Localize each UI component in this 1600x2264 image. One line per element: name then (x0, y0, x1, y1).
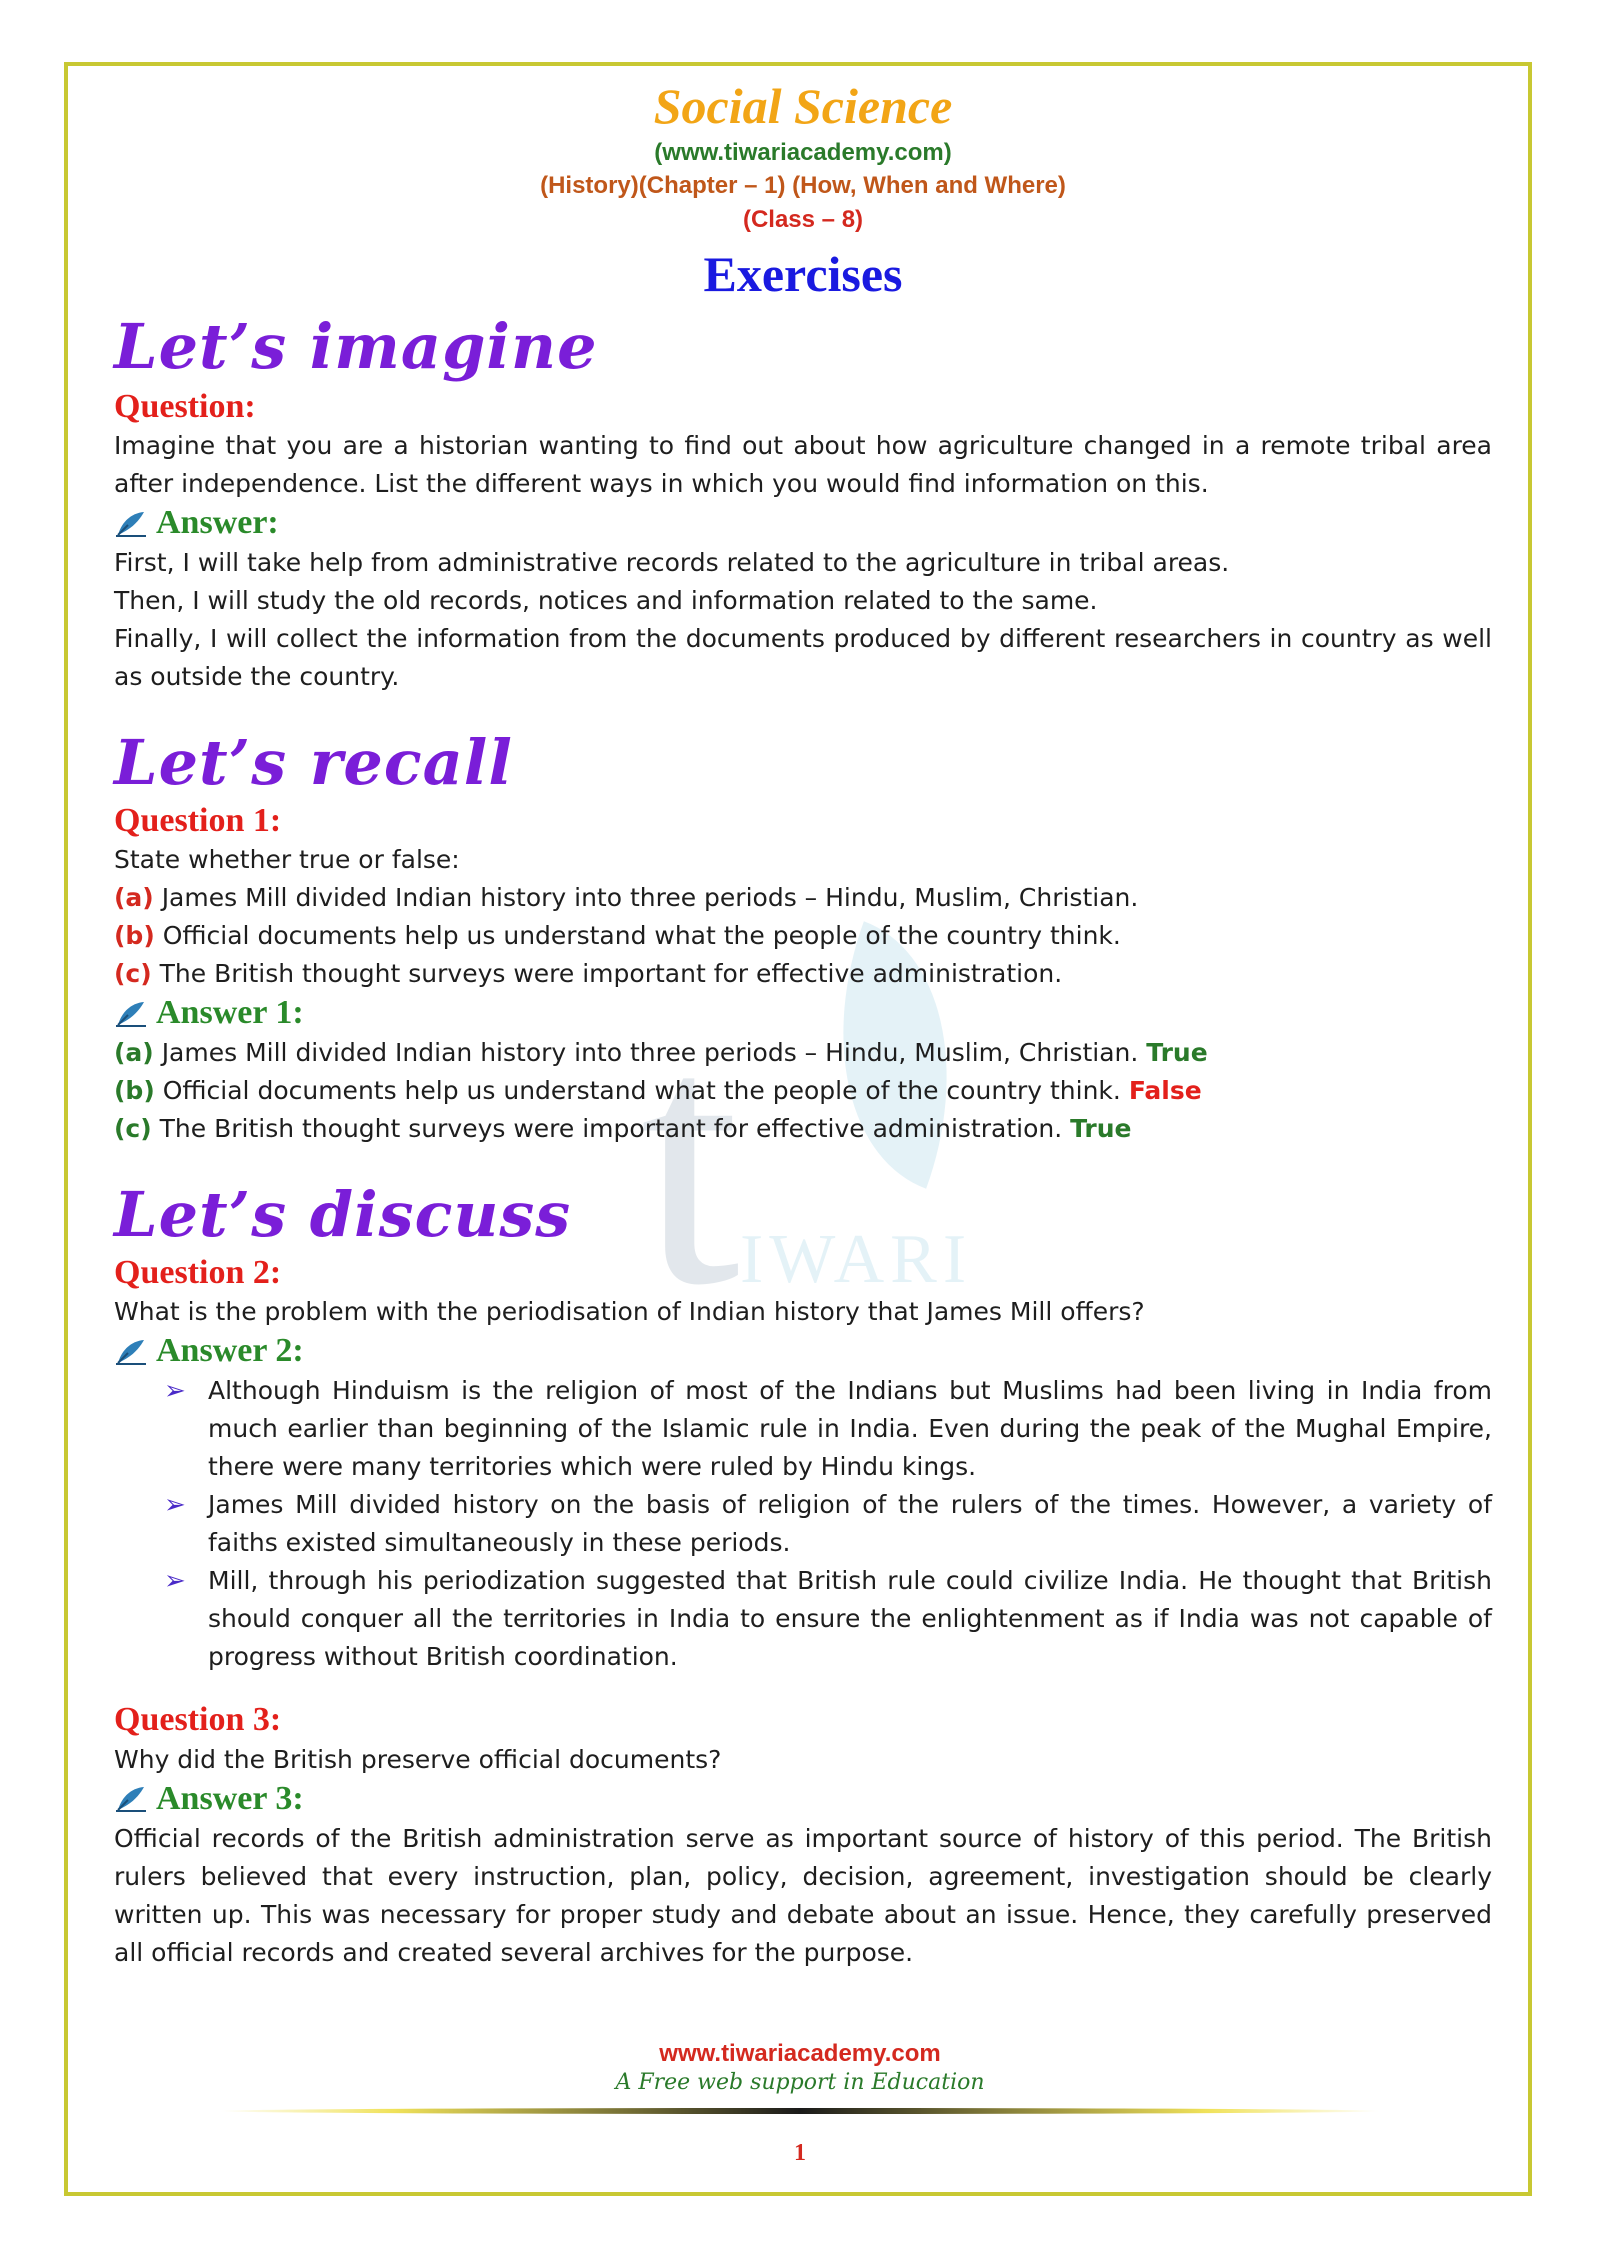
question-label: Question 1: (114, 801, 282, 839)
bullet-text: James Mill divided history on the basis of religion of the rulers of the times. However, a variety of faiths existed simultaneously in these periods. (208, 1490, 1492, 1558)
answer-item (114, 1110, 1492, 1148)
answer-tag: (c) (114, 1114, 152, 1144)
statement-item (114, 879, 1492, 917)
arrow-bullet-icon: ➢ (164, 1376, 186, 1407)
answer-line: Then, I will study the old records, notices and information related to the same. (114, 586, 1098, 616)
subject-title: Social Science (653, 78, 953, 134)
answer-label-text: Answer 3: (156, 1780, 304, 1818)
answer-item (114, 1072, 1492, 1110)
question-text: Why did the British preserve official documents? (114, 1745, 722, 1775)
question-text: What is the problem with the periodisation of Indian history that James Mill offers? (114, 1297, 1145, 1327)
watermark-letter: t (640, 960, 741, 1359)
section-heading-discuss: Let’s discuss (114, 1178, 572, 1252)
answer-text: James Mill divided Indian history into three periods – Hindu, Muslim, Christian. (161, 1038, 1139, 1068)
question-label: Question 3: (114, 1701, 282, 1739)
pen-icon (114, 1337, 148, 1367)
bullet-text: Although Hinduism is the religion of most of the Indians but Muslims had been living in India from much earlier than beginning of the Islamic rule in India. Even during the peak of the Mughal Empire, there were many territories which were ruled by Hindu kings. (208, 1376, 1492, 1482)
pen-icon (114, 1784, 148, 1814)
answer-label-text: Answer 1: (156, 994, 304, 1032)
class-line: (Class – 8) (742, 205, 864, 233)
answer-label-text: Answer: (156, 504, 279, 542)
answer-paragraph: Official records of the British administration serve as important source of history of this period. The British rulers believed that every instruction, plan, policy, decision, agreement, investigation should be clearly written up. This was necessary for proper study and debate about an issue. Hence, they carefully preserved all official records and created several archives for the purpose. (114, 1823, 1492, 1967)
statement-tag: (a) (114, 883, 154, 913)
footer-divider (220, 2108, 1380, 2114)
answer-label-text: Answer 2: (156, 1332, 304, 1370)
answer-line: First, I will take help from administrative records related to the agriculture in tribal areas. (114, 548, 1230, 578)
answer-label (114, 993, 1492, 1034)
section-heading-recall: Let’s recall (114, 726, 513, 800)
answer-bullet-list (114, 1372, 1492, 1676)
statement-item (114, 955, 1492, 993)
arrow-bullet-icon: ➢ (164, 1566, 186, 1597)
answer-item (114, 1034, 1492, 1072)
statement-tag: (b) (114, 921, 155, 951)
bullet-item (164, 1562, 1492, 1676)
section-heading-imagine: Let’s imagine (114, 310, 598, 384)
page-footer (0, 2038, 1600, 2167)
arrow-bullet-icon: ➢ (164, 1490, 186, 1521)
bullet-item (164, 1372, 1492, 1486)
statement-text: James Mill divided Indian history into three periods – Hindu, Muslim, Christian. (161, 883, 1139, 913)
statement-tag: (c) (114, 959, 152, 989)
question-text: Imagine that you are a historian wanting to find out about how agriculture changed in a remote tribal area after independence. List the different ways in which you would find information on this. (114, 431, 1492, 499)
verdict-false: False (1128, 1076, 1202, 1106)
question-label: Question 2: (114, 1253, 282, 1291)
statement-text: The British thought surveys were important for effective administration. (159, 959, 1063, 989)
answer-line: Finally, I will collect the information from the documents produced by different researchers in country as well as outside the country. (114, 624, 1492, 692)
watermark-word: IWARI (740, 1221, 973, 1298)
answer-label (114, 1331, 1492, 1372)
verdict-true: True (1146, 1038, 1208, 1068)
pen-icon (114, 999, 148, 1029)
bullet-item (164, 1486, 1492, 1562)
answer-label (114, 1779, 1492, 1820)
answer-tag: (b) (114, 1076, 155, 1106)
exercises-title: Exercises (703, 246, 903, 303)
answer-text: Official documents help us understand what the people of the country think. (162, 1076, 1121, 1106)
pen-icon (114, 509, 148, 539)
footer-site-link[interactable]: www.tiwariacademy.com (659, 2040, 941, 2067)
question-intro: State whether true or false: (114, 845, 460, 875)
page-content (114, 70, 1492, 1972)
answer-label (114, 503, 1492, 544)
page-header (114, 78, 1492, 304)
verdict-true: True (1070, 1114, 1132, 1144)
statement-item (114, 917, 1492, 955)
answer-text: The British thought surveys were important for effective administration. (159, 1114, 1063, 1144)
statement-text: Official documents help us understand what the people of the country think. (162, 921, 1121, 951)
bullet-text: Mill, through his periodization suggested that British rule could civilize India. He thought that British should conquer all the territories in India to ensure the enlightenment as if India was not capable of progress without British coordination. (208, 1566, 1492, 1672)
chapter-line: (History)(Chapter – 1) (How, When and Where) (540, 172, 1066, 200)
footer-tagline: A Free web support in Education (615, 2070, 985, 2096)
page-number: 1 (794, 2139, 806, 2166)
header-site: (www.tiwariacademy.com) (654, 138, 952, 166)
question-label: Question: (114, 387, 256, 425)
answer-tag: (a) (114, 1038, 154, 1068)
